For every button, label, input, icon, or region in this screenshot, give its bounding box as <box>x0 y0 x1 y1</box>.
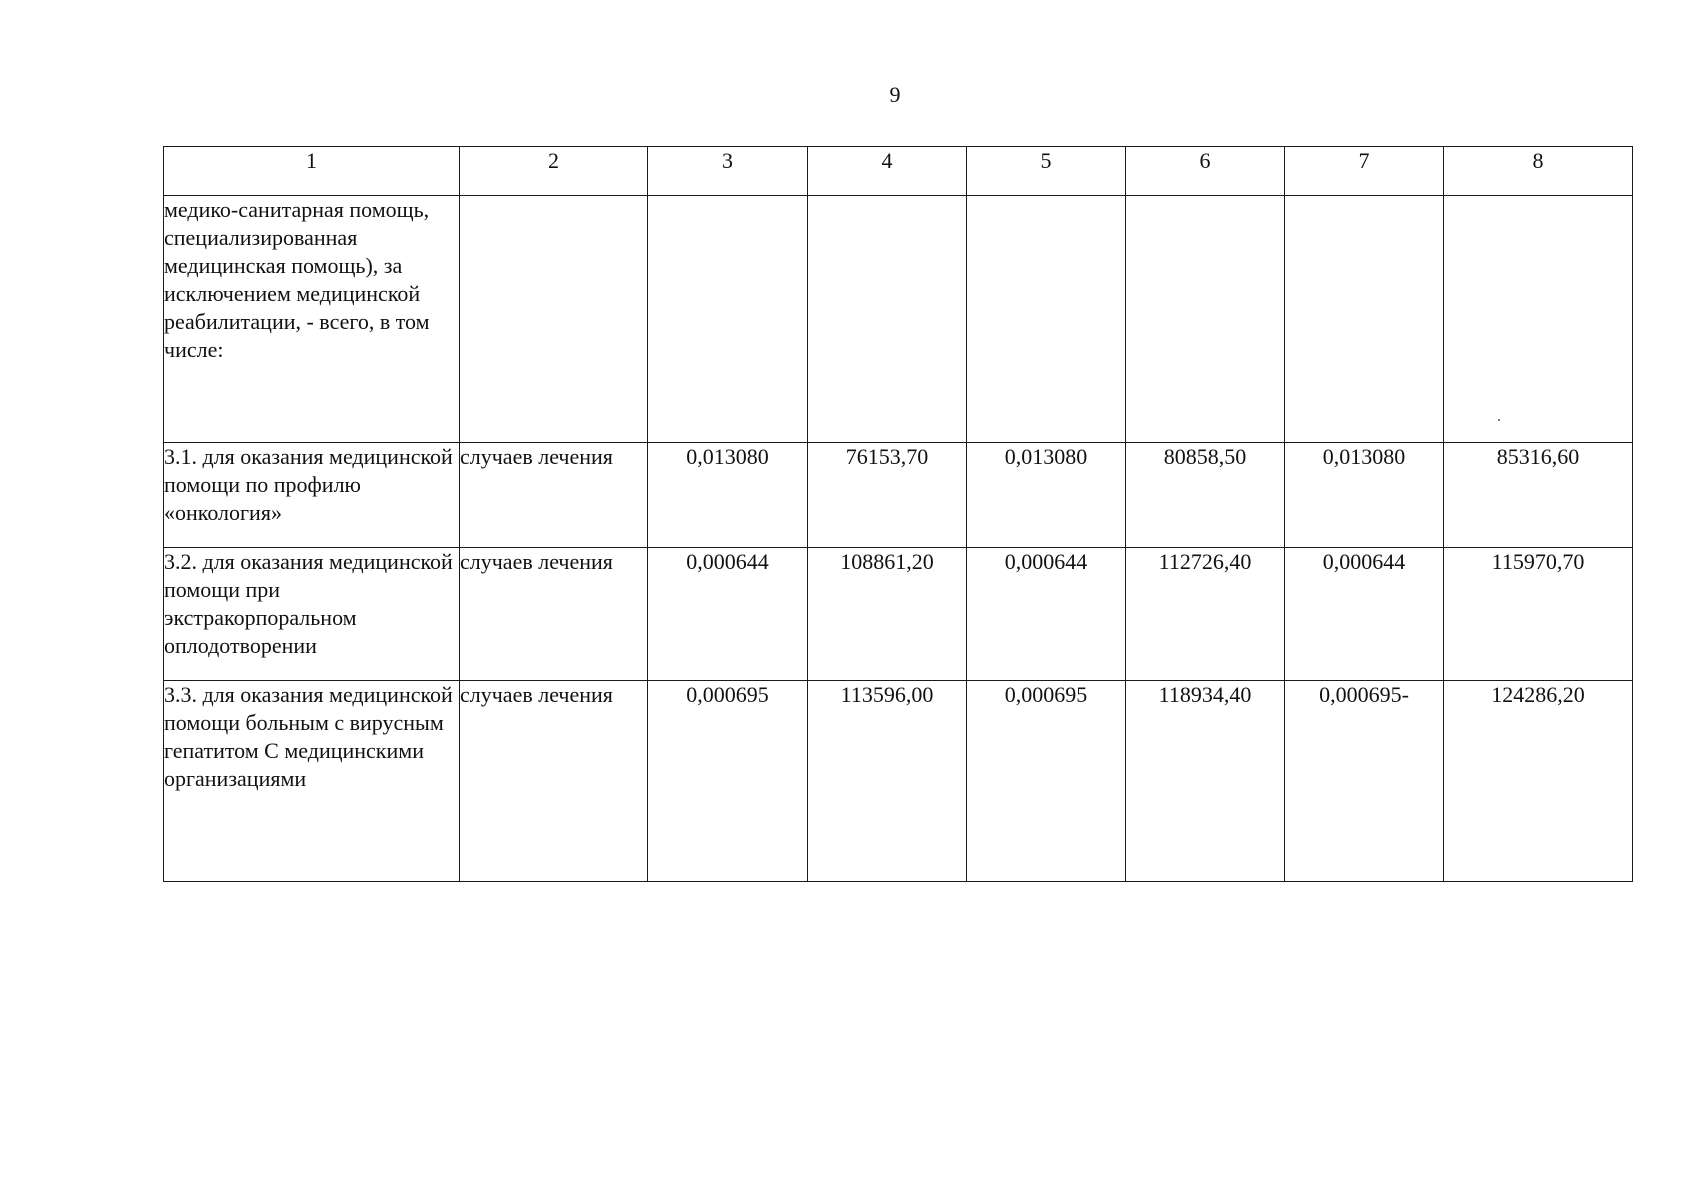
value-cell: 0,000644 <box>1285 548 1444 681</box>
value-cell: 0,000695 <box>648 681 808 882</box>
table-row <box>164 548 1633 681</box>
empty-cell <box>1285 196 1444 443</box>
value-cell: 0,000644 <box>648 548 808 681</box>
row-name-cell: медико-санитарная помощь, специализированная медицинская помощь), за исключением медицинской реабилитации, - всего, в том числе: <box>164 196 460 443</box>
column-number: 4 <box>808 147 967 196</box>
value-cell: 112726,40 <box>1126 548 1285 681</box>
value-cell: 85316,60 <box>1444 443 1633 548</box>
value-cell: 76153,70 <box>808 443 967 548</box>
empty-cell <box>808 196 967 443</box>
empty-cell <box>967 196 1126 443</box>
column-number: 8 <box>1444 147 1633 196</box>
column-number: 2 <box>460 147 648 196</box>
column-number-header-row <box>164 147 1633 196</box>
empty-cell <box>648 196 808 443</box>
scan-speck <box>1498 419 1500 421</box>
value-cell: 124286,20 <box>1444 681 1633 882</box>
value-cell: 118934,40 <box>1126 681 1285 882</box>
data-table <box>163 146 1633 882</box>
table-row-continuation <box>164 196 1633 443</box>
value-cell: 80858,50 <box>1126 443 1285 548</box>
empty-cell <box>1126 196 1285 443</box>
value-cell: 108861,20 <box>808 548 967 681</box>
empty-cell <box>1444 196 1633 443</box>
table-row <box>164 443 1633 548</box>
column-number: 5 <box>967 147 1126 196</box>
value-cell: 0,013080 <box>648 443 808 548</box>
value-cell: 0,013080 <box>1285 443 1444 548</box>
value-cell: 113596,00 <box>808 681 967 882</box>
row-name-cell: 3.3. для оказания медицинской помощи больным с вирусным гепатитом С медицинскими организациями <box>164 681 460 882</box>
table-row <box>164 681 1633 882</box>
value-cell: 0,000695 <box>967 681 1126 882</box>
value-cell: 0,000644 <box>967 548 1126 681</box>
unit-cell: случаев лечения <box>460 681 648 882</box>
value-cell: 0,000695- <box>1285 681 1444 882</box>
unit-cell: случаев лечения <box>460 443 648 548</box>
column-number: 3 <box>648 147 808 196</box>
empty-cell <box>460 196 648 443</box>
value-cell: 0,013080 <box>967 443 1126 548</box>
column-number: 6 <box>1126 147 1285 196</box>
page-number: 9 <box>889 82 901 107</box>
unit-cell: случаев лечения <box>460 548 648 681</box>
column-number: 1 <box>164 147 460 196</box>
row-name-cell: 3.2. для оказания медицинской помощи при экстракорпоральном оплодотворении <box>164 548 460 681</box>
row-name-cell: 3.1. для оказания медицинской помощи по профилю «онкология» <box>164 443 460 548</box>
column-number: 7 <box>1285 147 1444 196</box>
value-cell: 115970,70 <box>1444 548 1633 681</box>
